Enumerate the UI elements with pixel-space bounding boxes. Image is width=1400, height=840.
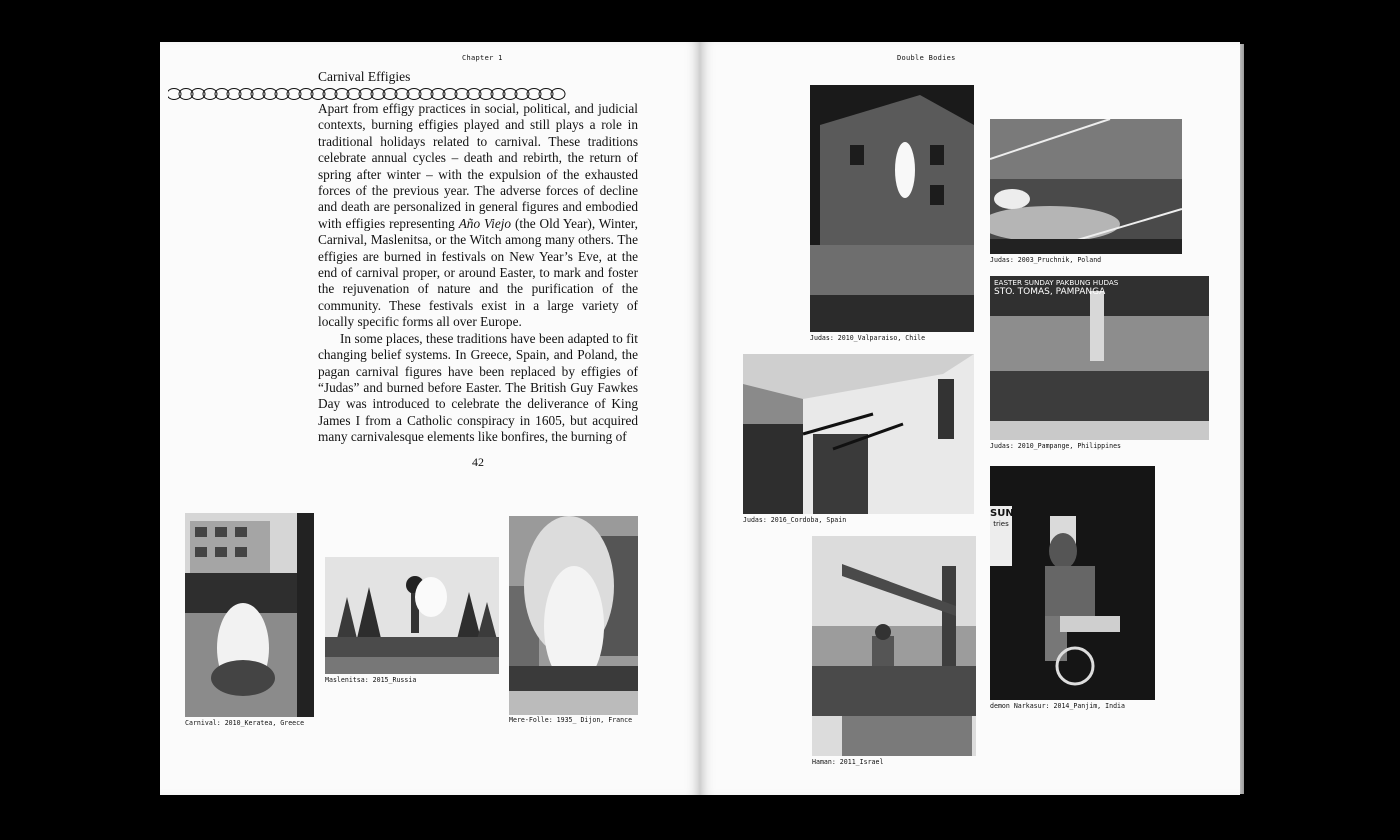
right-page [700, 42, 1240, 795]
photo-sign-text: SUN tries [990, 508, 1014, 528]
photo-caption: Judas: 2010_Pampange, Philippines [990, 442, 1122, 450]
photo-sign-text: EASTER SUNDAY PAKBUNG HUDAS STO. TOMAS, PAMPANGA [994, 278, 1119, 297]
photo-judas-valparaiso [810, 85, 974, 332]
photo-caption: Maslenitsa: 2015_Russia [325, 676, 417, 684]
page-number: 42 [472, 455, 484, 469]
paragraph-1: Apart from effigy practices in social, political, and judicial contexts, burning effigies played and still plays a role in traditional holidays related to carnival. These traditions celebrate annual cycles – death and rebirth, the return of spring after winter – with the expulsion of the exhausted forces of the previous year. The adverse forces of decline and death are personalized in general figures and embodied with effigies representing Año Viejo (the Old Year), Winter, Carnival, Maslenitsa, or the Witch among many others. The effigies are burned in festivals on New Year’s Eve, at the end of carnival proper, or around Easter, to mark and foster the rejuvenation of nature and the purification of the community. These festivals exist in a large variety of locally specific forms all over Europe. [318, 101, 638, 330]
left-page [160, 42, 700, 795]
running-head-title: Double Bodies [897, 54, 956, 62]
photo-carnival-keratea [185, 513, 314, 717]
photo-judas-pampanga [990, 276, 1209, 440]
photo-caption: demon Narkasur: 2014_Panjim, India [990, 702, 1125, 710]
photo-mere-folle-dijon [509, 516, 638, 715]
photo-caption: Haman: 2011_Israel [812, 758, 884, 766]
section-title: Carnival Effigies [318, 69, 411, 84]
photo-judas-pruchnik [990, 119, 1182, 254]
photo-caption: Judas: 2010_Valparaiso, Chile [810, 334, 926, 342]
photo-haman-israel [812, 536, 976, 756]
photo-caption: Judas: 2003_Pruchnik, Poland [990, 256, 1102, 264]
body-text [318, 101, 638, 446]
photo-demon-narkasur-panjim [990, 466, 1155, 700]
photo-judas-cordoba [743, 354, 974, 514]
decorative-chain-ornament [168, 87, 566, 101]
photo-caption: Mere-Folle: 1935_ Dijon, France [509, 716, 633, 724]
photo-maslenitsa-russia [325, 557, 499, 674]
photo-caption: Judas: 2016_Cordoba, Spain [743, 516, 847, 524]
photo-caption: Carnival: 2010_Keratea, Greece [185, 719, 305, 727]
running-head-chapter: Chapter 1 [462, 54, 503, 62]
paragraph-2: In some places, these traditions have been adapted to fit changing belief systems. In Greece, Spain, and Poland, the pagan carnival figures have been replaced by effigies of “Judas” and burned before Easter. The British Guy Fawkes Day was introduced to celebrate the deliverance of King James I from a Catholic conspiracy in 1605, but acquired many carnivalesque elements like bonfires, the burning of [318, 330, 638, 445]
